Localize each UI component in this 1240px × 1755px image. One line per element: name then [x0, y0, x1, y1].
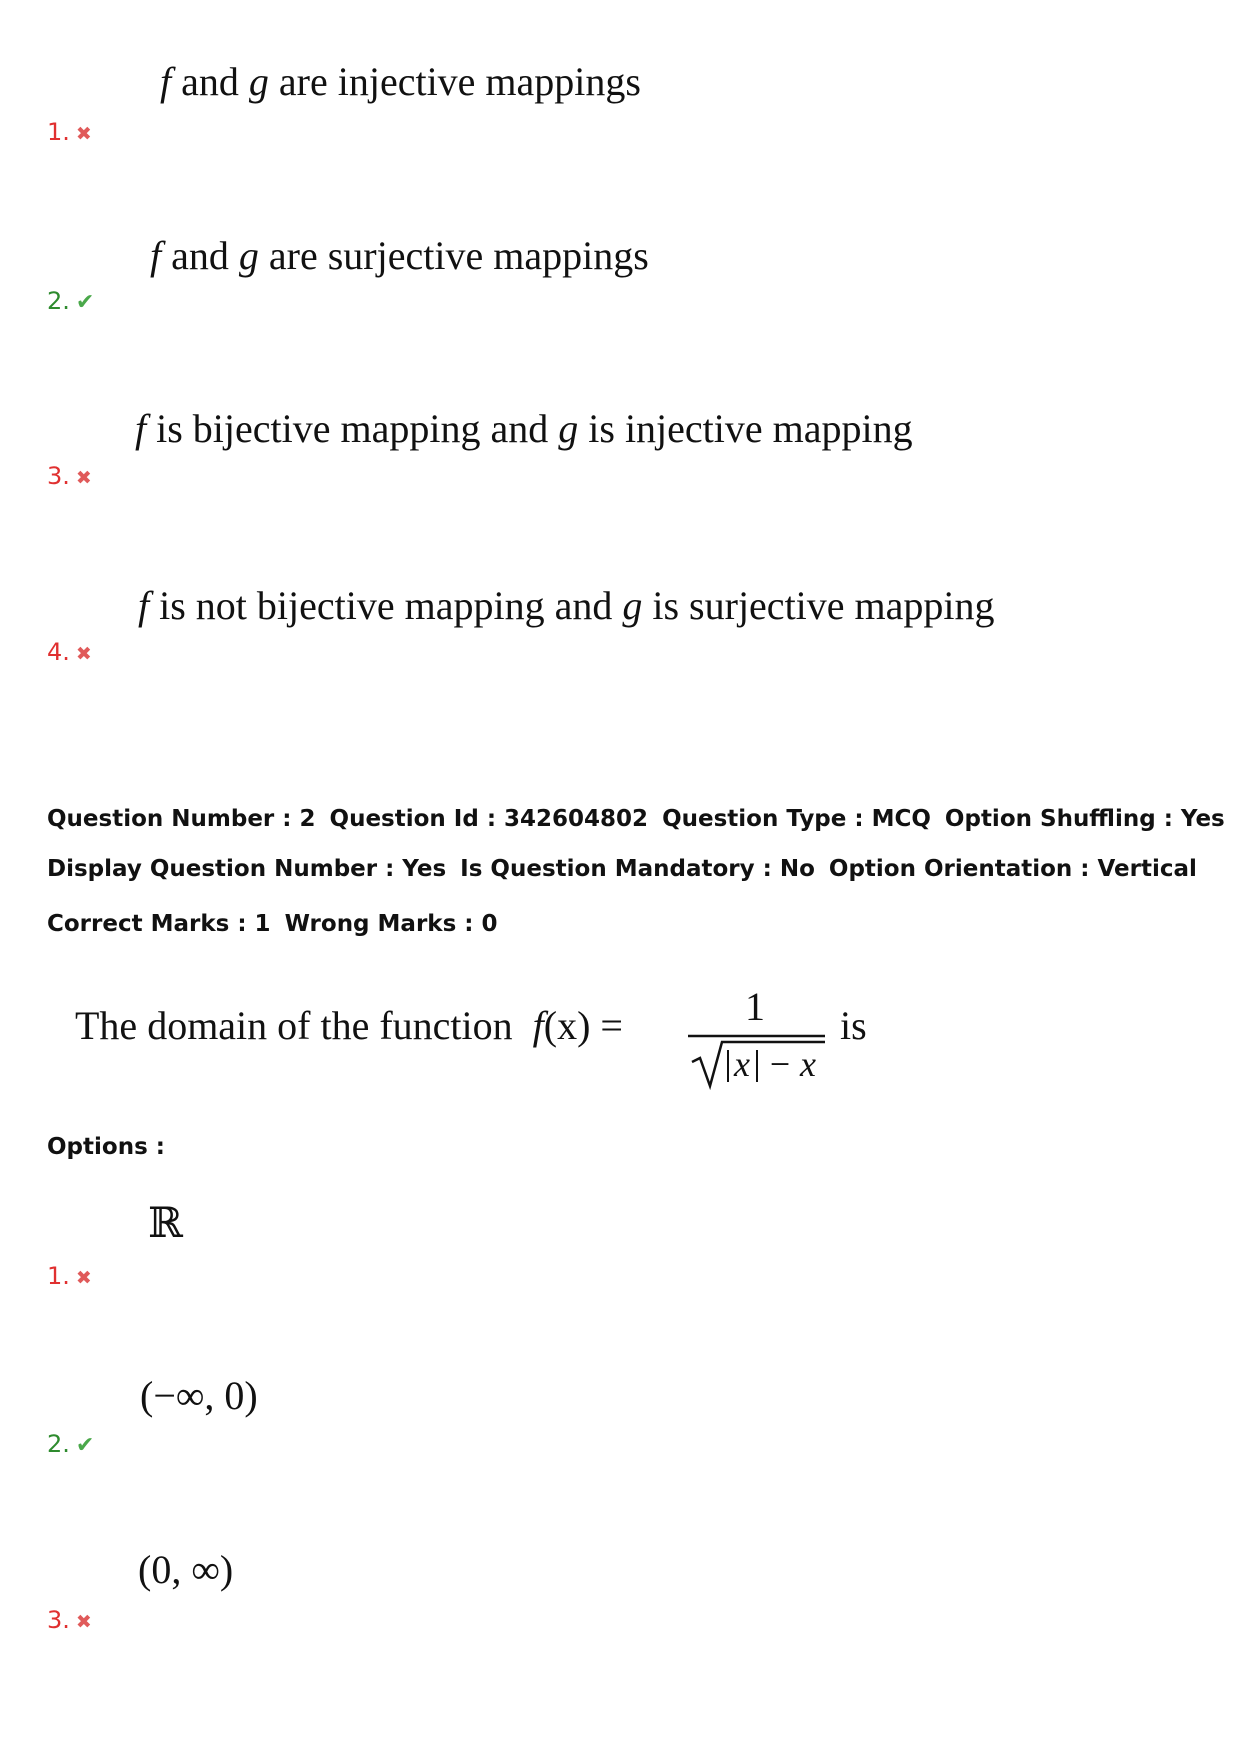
question-meta-line-3: Correct Marks : 1 Wrong Marks : 0 — [47, 911, 498, 937]
denominator-x2: x — [800, 1044, 816, 1084]
denominator-operator: − — [769, 1044, 791, 1084]
options-label: Options : — [47, 1134, 165, 1160]
option-text: f and g are surjective mappings — [150, 233, 649, 278]
check-icon: ✔ — [75, 290, 95, 315]
cross-icon: ✖ — [75, 123, 92, 145]
option-text: (0, ∞) — [138, 1547, 234, 1592]
question-meta-line-1: Question Number : 2 Question Id : 342604802 Question Type : MCQ Option Shuffling : Yes — [47, 806, 1225, 832]
cross-icon: ✖ — [75, 1267, 92, 1289]
option-number: 3. ✖ — [47, 462, 92, 490]
option-text: f and g are injective mappings — [160, 59, 641, 104]
cross-icon: ✖ — [75, 467, 92, 489]
option-number: 1. ✖ — [47, 118, 92, 146]
option-number: 1. ✖ — [47, 1262, 92, 1290]
option-number: 3. ✖ — [47, 1606, 92, 1634]
cross-icon: ✖ — [75, 1611, 92, 1633]
option-number: 2. ✔ — [47, 287, 95, 315]
fraction-numerator: 1 — [745, 984, 765, 1029]
question-suffix: is — [840, 1003, 867, 1048]
question-meta-line-2: Display Question Number : Yes Is Question Mandatory : No Option Orientation : Vertical — [47, 856, 1197, 882]
option-number: 4. ✖ — [47, 638, 92, 666]
question-text: The domain of the function f(x) = — [75, 1003, 623, 1048]
cross-icon: ✖ — [75, 643, 92, 665]
option-text: f is not bijective mapping and g is surjective mapping — [138, 583, 995, 628]
option-text: f is bijective mapping and g is injective mapping — [135, 406, 913, 451]
option-text: ℝ — [148, 1201, 183, 1247]
denominator-x1: x — [734, 1044, 750, 1084]
option-text: (−∞, 0) — [140, 1373, 258, 1418]
check-icon: ✔ — [75, 1433, 95, 1458]
option-number: 2. ✔ — [47, 1430, 95, 1458]
fraction-formula — [680, 980, 830, 1090]
